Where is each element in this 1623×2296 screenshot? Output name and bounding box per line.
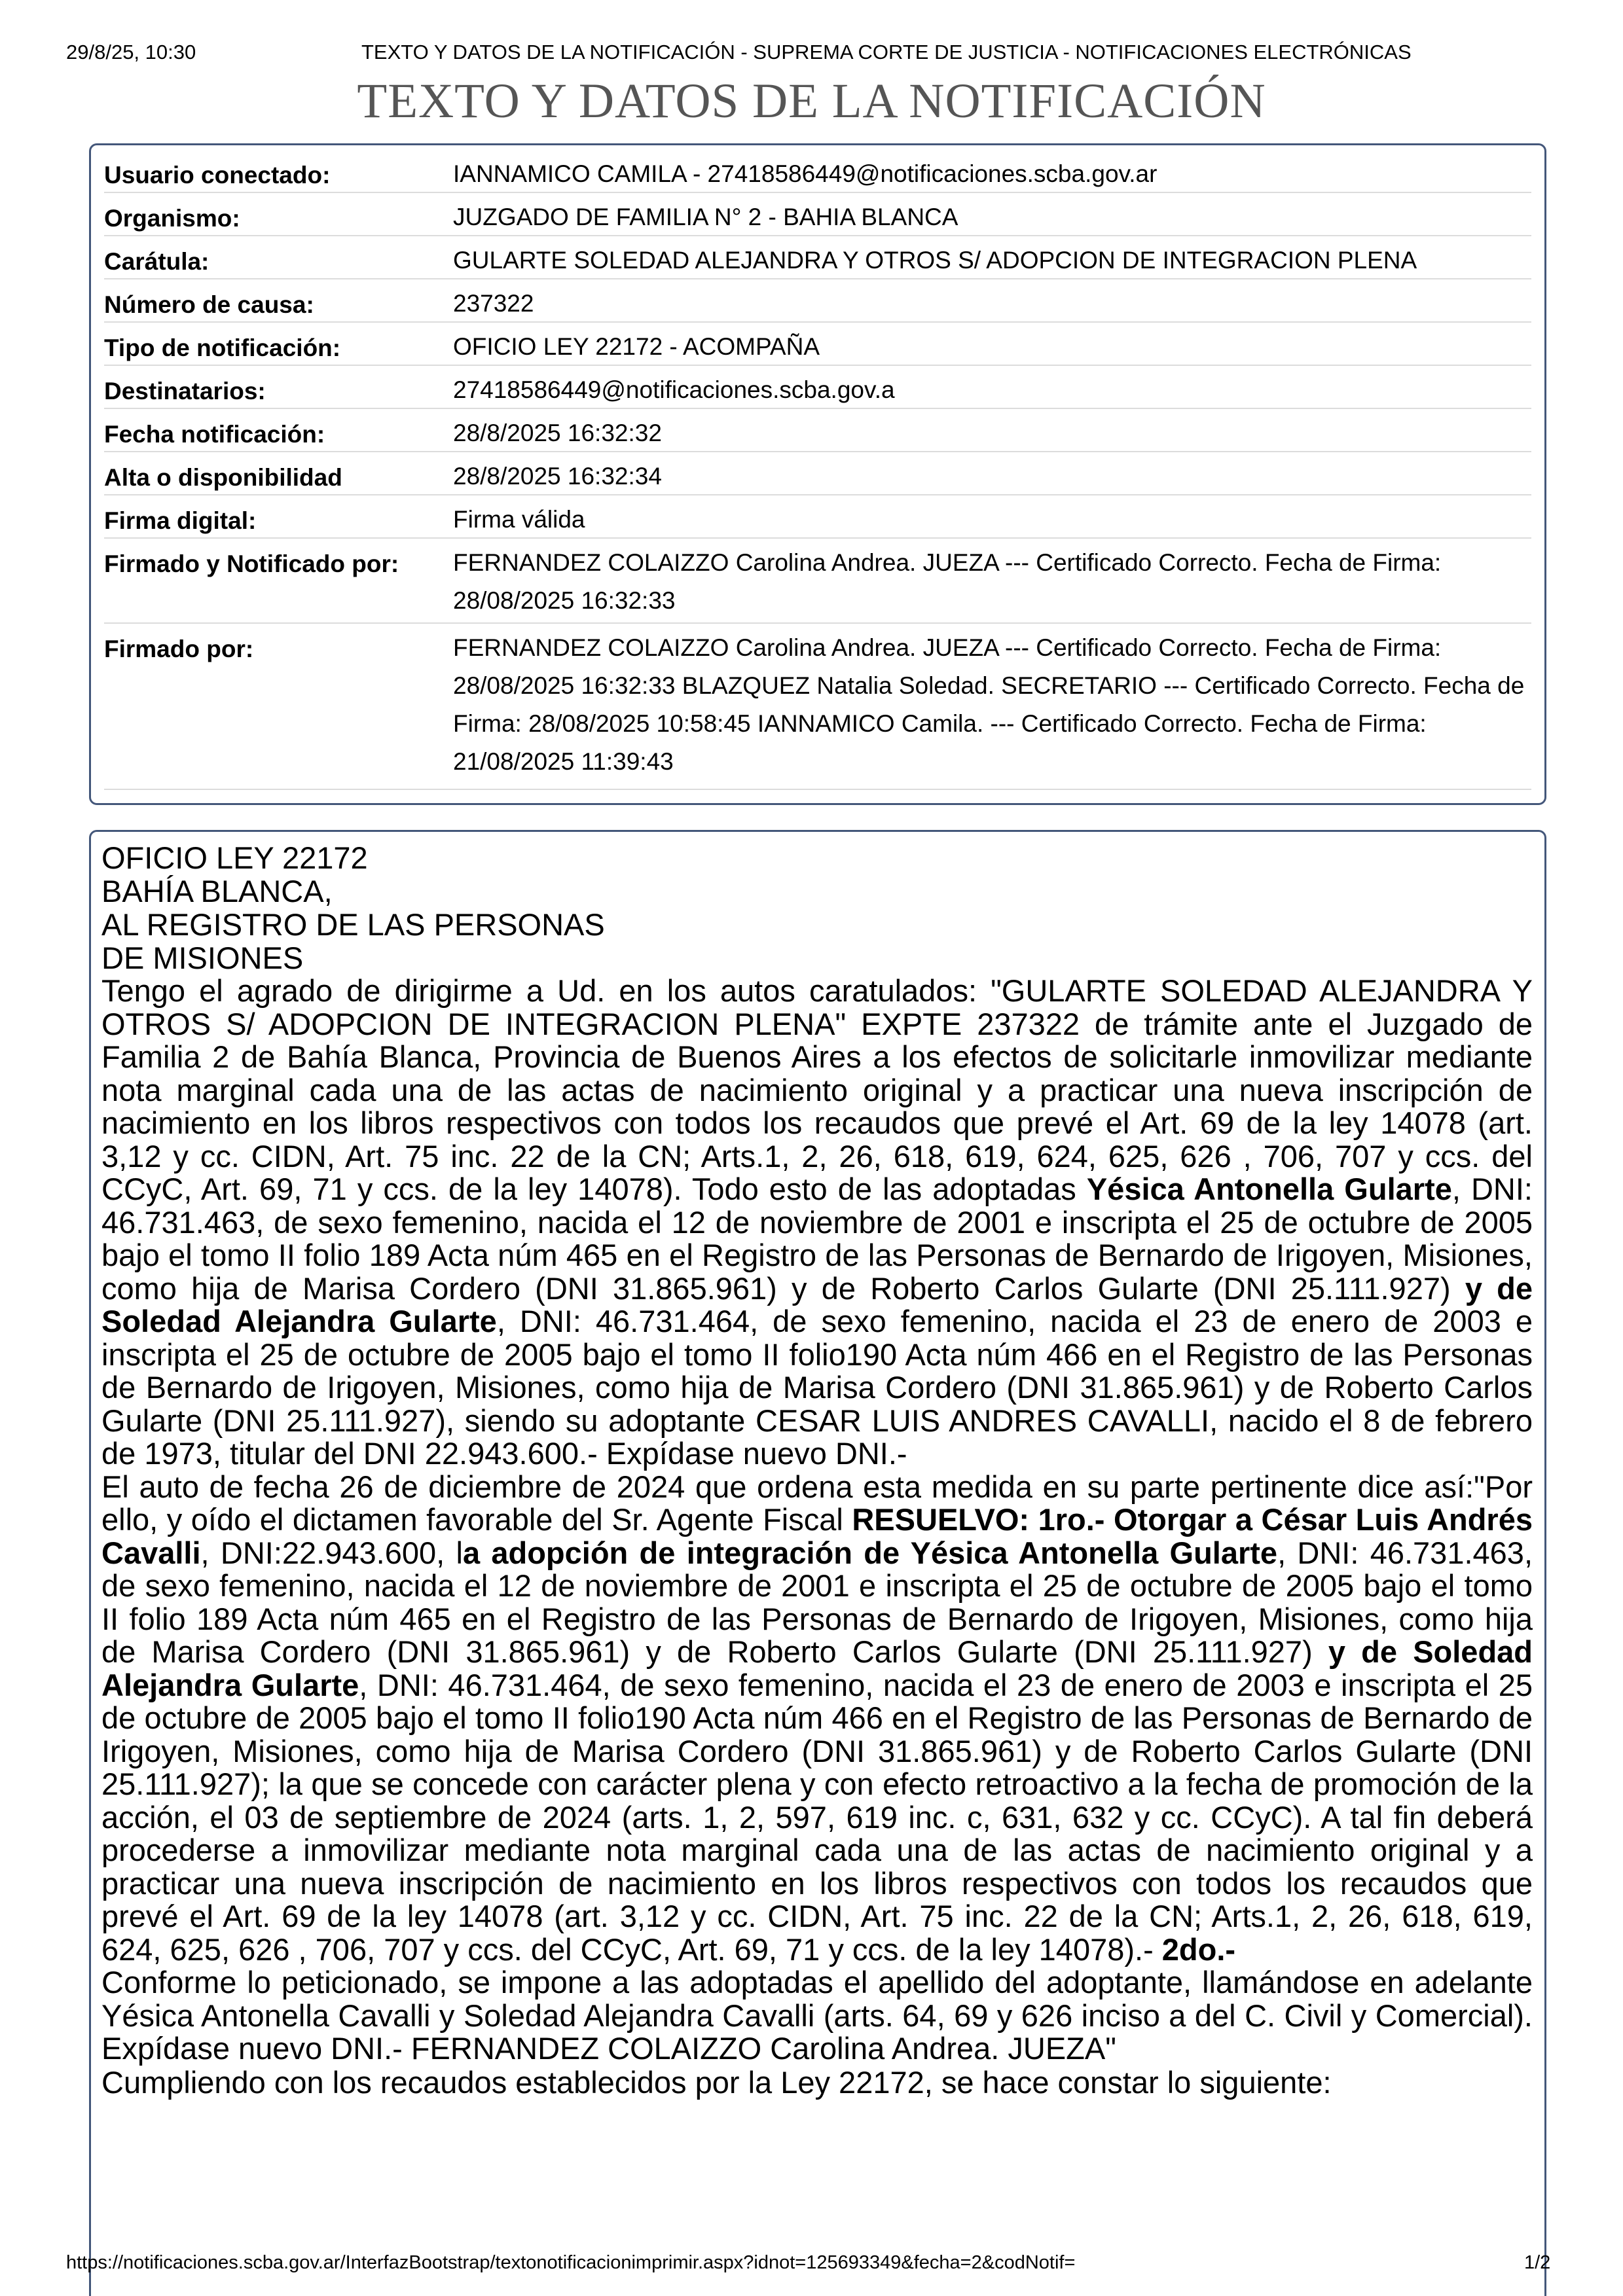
resolution-adoptee-2: y de Soledad Alejandra Gularte (101, 1634, 1533, 1702)
numero-value: 237322 (453, 290, 534, 317)
tipo-label: Tipo de notificación: (104, 334, 341, 361)
row-alta (104, 452, 1531, 495)
firma-value: Firma válida (453, 506, 585, 533)
print-datetime: 29/8/25, 10:30 (66, 41, 196, 63)
organismo-label: Organismo: (104, 205, 240, 232)
row-firmado-notificado (104, 539, 1531, 624)
body-paragraph-2: El auto de fecha 26 de diciembre de 2024 que ordena esta medida en su parte pertinente dice así:"Por ello, y oído el dictamen favorable del Sr. Agente Fiscal RESUELVO: 1ro.- Otorgar a César Luis Andrés Cavalli, DNI:22.943.600, la adopción de integración de Yésica Antonella Gularte, DNI: 46.731.463, de sexo femenino, nacida el 12 de noviembre de 2001 e inscripta el 25 de octubre de 2005 bajo el tomo II folio 189 Acta núm 465 en el Registro de las Personas de Bernardo de Irigoyen, Misiones, como hija de Marisa Cordero (DNI 31.865.961) y de Roberto Carlos Gularte (DNI 25.111.927) y de Soledad Alejandra Gularte, DNI: 46.731.464, de sexo femenino, nacida el 23 de enero de 2003 e inscripta el 25 de octubre de 2005 bajo el tomo II folio190 Acta núm 466 en el Registro de las Personas de Bernardo de Irigoyen, Misiones, como hija de Marisa Cordero (DNI 31.865.961) y de Roberto Carlos Gularte (DNI 25.111.927); la que se concede con carácter plena y con efecto retroactivo a la fecha de promoción de la acción, el 03 de septiembre de 2024 (arts. 1, 2, 597, 619 inc. c, 631, 632 y cc. CCyC). A tal fin deberá procederse a inmovilizar mediante nota marginal cada una de las actas de nacimiento original y a practicar una nueva inscripción de nacimiento en los libros respectivos con todos los recaudos que prevé el Art. 69 de la ley 14078 (art. 3,12 y cc. CIDN, Art. 75 inc. 22 de la CN; Arts.1, 2, 26, 618, 619, 624, 625, 626 , 706, 707 y ccs. del CCyC, Art. 69, 71 y ccs. de la ley 14078).- 2do.- (101, 1469, 1533, 1967)
body-heading-1: OFICIO LEY 22172 (101, 840, 368, 875)
alta-value: 28/8/2025 16:32:34 (453, 463, 662, 490)
print-header-title: TEXTO Y DATOS DE LA NOTIFICACIÓN - SUPREMA CORTE DE JUSTICIA - NOTIFICACIONES ELECTRÓNICAS (361, 41, 1412, 63)
tipo-value: OFICIO LEY 22172 - ACOMPAÑA (453, 333, 820, 360)
usuario-value: IANNAMICO CAMILA - 27418586449@notificaciones.scba.gov.ar (453, 160, 1158, 187)
footer-page-number: 1/2 (1524, 2252, 1551, 2273)
row-caratula (104, 236, 1531, 279)
page-title: TEXTO Y DATOS DE LA NOTIFICACIÓN (357, 74, 1266, 128)
row-organismo (104, 193, 1531, 236)
firmado-por-label: Firmado por: (104, 636, 254, 662)
fecha-label: Fecha notificación: (104, 421, 325, 448)
adoptee-name-2: y de Soledad Alejandra Gularte (101, 1270, 1533, 1338)
firmado-por-value: FERNANDEZ COLAIZZO Carolina Andrea. JUEZA --- Certificado Correcto. Fecha de Firma: 28/08/2025 16:32:33 BLAZQUEZ Natalia Soledad. SECRETARIO --- Certificado Correcto. Fecha de Firma: 28/08/2025 10:58:45 IANNAMICO Camila. --- Certificado Correcto. Fecha de Firma: 21/08/2025 11:39:43 (453, 634, 1525, 775)
footer-url: https://notificaciones.scba.gov.ar/InterfazBootstrap/textonotificacionimprimir.aspx?idnot=125693349&fecha=2&codNotif= (66, 2252, 1076, 2273)
body-paragraph-4: Cumpliendo con los recaudos establecidos por la Ley 22172, se hace constar lo siguiente: (101, 2064, 1332, 2100)
body-paragraph-1: Tengo el agrado de dirigirme a Ud. en los autos caratulados: "GULARTE SOLEDAD ALEJANDRA Y OTROS S/ ADOPCION DE INTEGRACION PLENA" EXPTE 237322 de trámite ante el Juzgado de Familia 2 de Bahía Blanca, Provincia de Buenos Aires a los efectos de solicitarle inmovilizar mediante nota marginal cada una de las actas de nacimiento original y a practicar una nueva inscripción de nacimiento en los libros respectivos con todos los recaudos que prevé el Art. 69 de la ley 14078 (art. 3,12 y cc. CIDN, Art. 75 inc. 22 de la CN; Arts.1, 2, 26, 618, 619, 624, 625, 626 , 706, 707 y ccs. del CCyC, Art. 69, 71 y ccs. de la ley 14078). Todo esto de las adoptadas Yésica Antonella Gularte, DNI: 46.731.463, de sexo femenino, nacida el 12 de noviembre de 2001 e inscripta el 25 de octubre de 2005 bajo el tomo II folio 189 Acta núm 465 en el Registro de las Personas de Bernardo de Irigoyen, Misiones, como hija de Marisa Cordero (DNI 31.865.961) y de Roberto Carlos Gularte (DNI 25.111.927) y de Soledad Alejandra Gularte, DNI: 46.731.464, de sexo femenino, nacida el 23 de enero de 2003 e inscripta el 25 de octubre de 2005 bajo el tomo II folio190 Acta núm 466 en el Registro de las Personas de Bernardo de Irigoyen, Misiones, como hija de Marisa Cordero (DNI 31.865.961) y de Roberto Carlos Gularte (DNI 25.111.927), siendo su adoptante CESAR LUIS ANDRES CAVALLI, nacido el 8 de febrero de 1973, titular del DNI 22.943.600.- Expídase nuevo DNI.- (101, 973, 1533, 1471)
row-destinatarios (104, 366, 1531, 409)
caratula-value: GULARTE SOLEDAD ALEJANDRA Y OTROS S/ ADOPCION DE INTEGRACION PLENA (453, 247, 1417, 274)
body-heading-2: BAHÍA BLANCA, (101, 874, 333, 908)
row-numero-causa (104, 279, 1531, 323)
resolution-adoption: a adopción de integración de Yésica Antonella Gularte (462, 1535, 1278, 1570)
destinatarios-label: Destinatarios: (104, 378, 266, 404)
caratula-label: Carátula: (104, 248, 210, 275)
body-heading-3: AL REGISTRO DE LAS PERSONAS (101, 907, 605, 942)
alta-label: Alta o disponibilidad (104, 464, 342, 491)
firmado-notificado-label: Firmado y Notificado por: (104, 550, 399, 577)
notification-data-panel (89, 143, 1546, 805)
organismo-value: JUZGADO DE FAMILIA N° 2 - BAHIA BLANCA (453, 204, 958, 230)
notification-text (101, 841, 1533, 2099)
firmado-notificado-value: FERNANDEZ COLAIZZO Carolina Andrea. JUEZA --- Certificado Correcto. Fecha de Firma: 28/08/2025 16:32:33 (453, 549, 1442, 614)
notification-text-panel (89, 830, 1546, 2296)
row-firma-digital (104, 495, 1531, 539)
adoptee-name-1: Yésica Antonella Gularte (1086, 1172, 1452, 1206)
row-usuario (104, 150, 1531, 193)
row-fecha-notificacion (104, 409, 1531, 452)
body-heading-4: DE MISIONES (101, 941, 304, 975)
destinatarios-value: 27418586449@notificaciones.scba.gov.a (453, 376, 895, 403)
numero-label: Número de causa: (104, 291, 314, 318)
body-paragraph-3: Conforme lo peticionado, se impone a las adoptadas el apellido del adoptante, llamándose en adelante Yésica Antonella Cavalli y Soledad Alejandra Cavalli (arts. 64, 69 y 626 inciso a del C. Civil y Comercial). Expídase nuevo DNI.- FERNANDEZ COLAIZZO Carolina Andrea. JUEZA" (101, 1965, 1533, 2066)
resolution-heading: RESUELVO: 1ro.- Otorgar a César Luis Andrés Cavalli (101, 1502, 1533, 1570)
firma-label: Firma digital: (104, 507, 257, 534)
row-tipo-notificacion (104, 323, 1531, 366)
usuario-label: Usuario conectado: (104, 162, 331, 188)
fecha-value: 28/8/2025 16:32:32 (453, 420, 662, 446)
row-firmado-por (104, 624, 1531, 790)
resolution-second-point: 2do.- (1161, 1931, 1236, 1967)
